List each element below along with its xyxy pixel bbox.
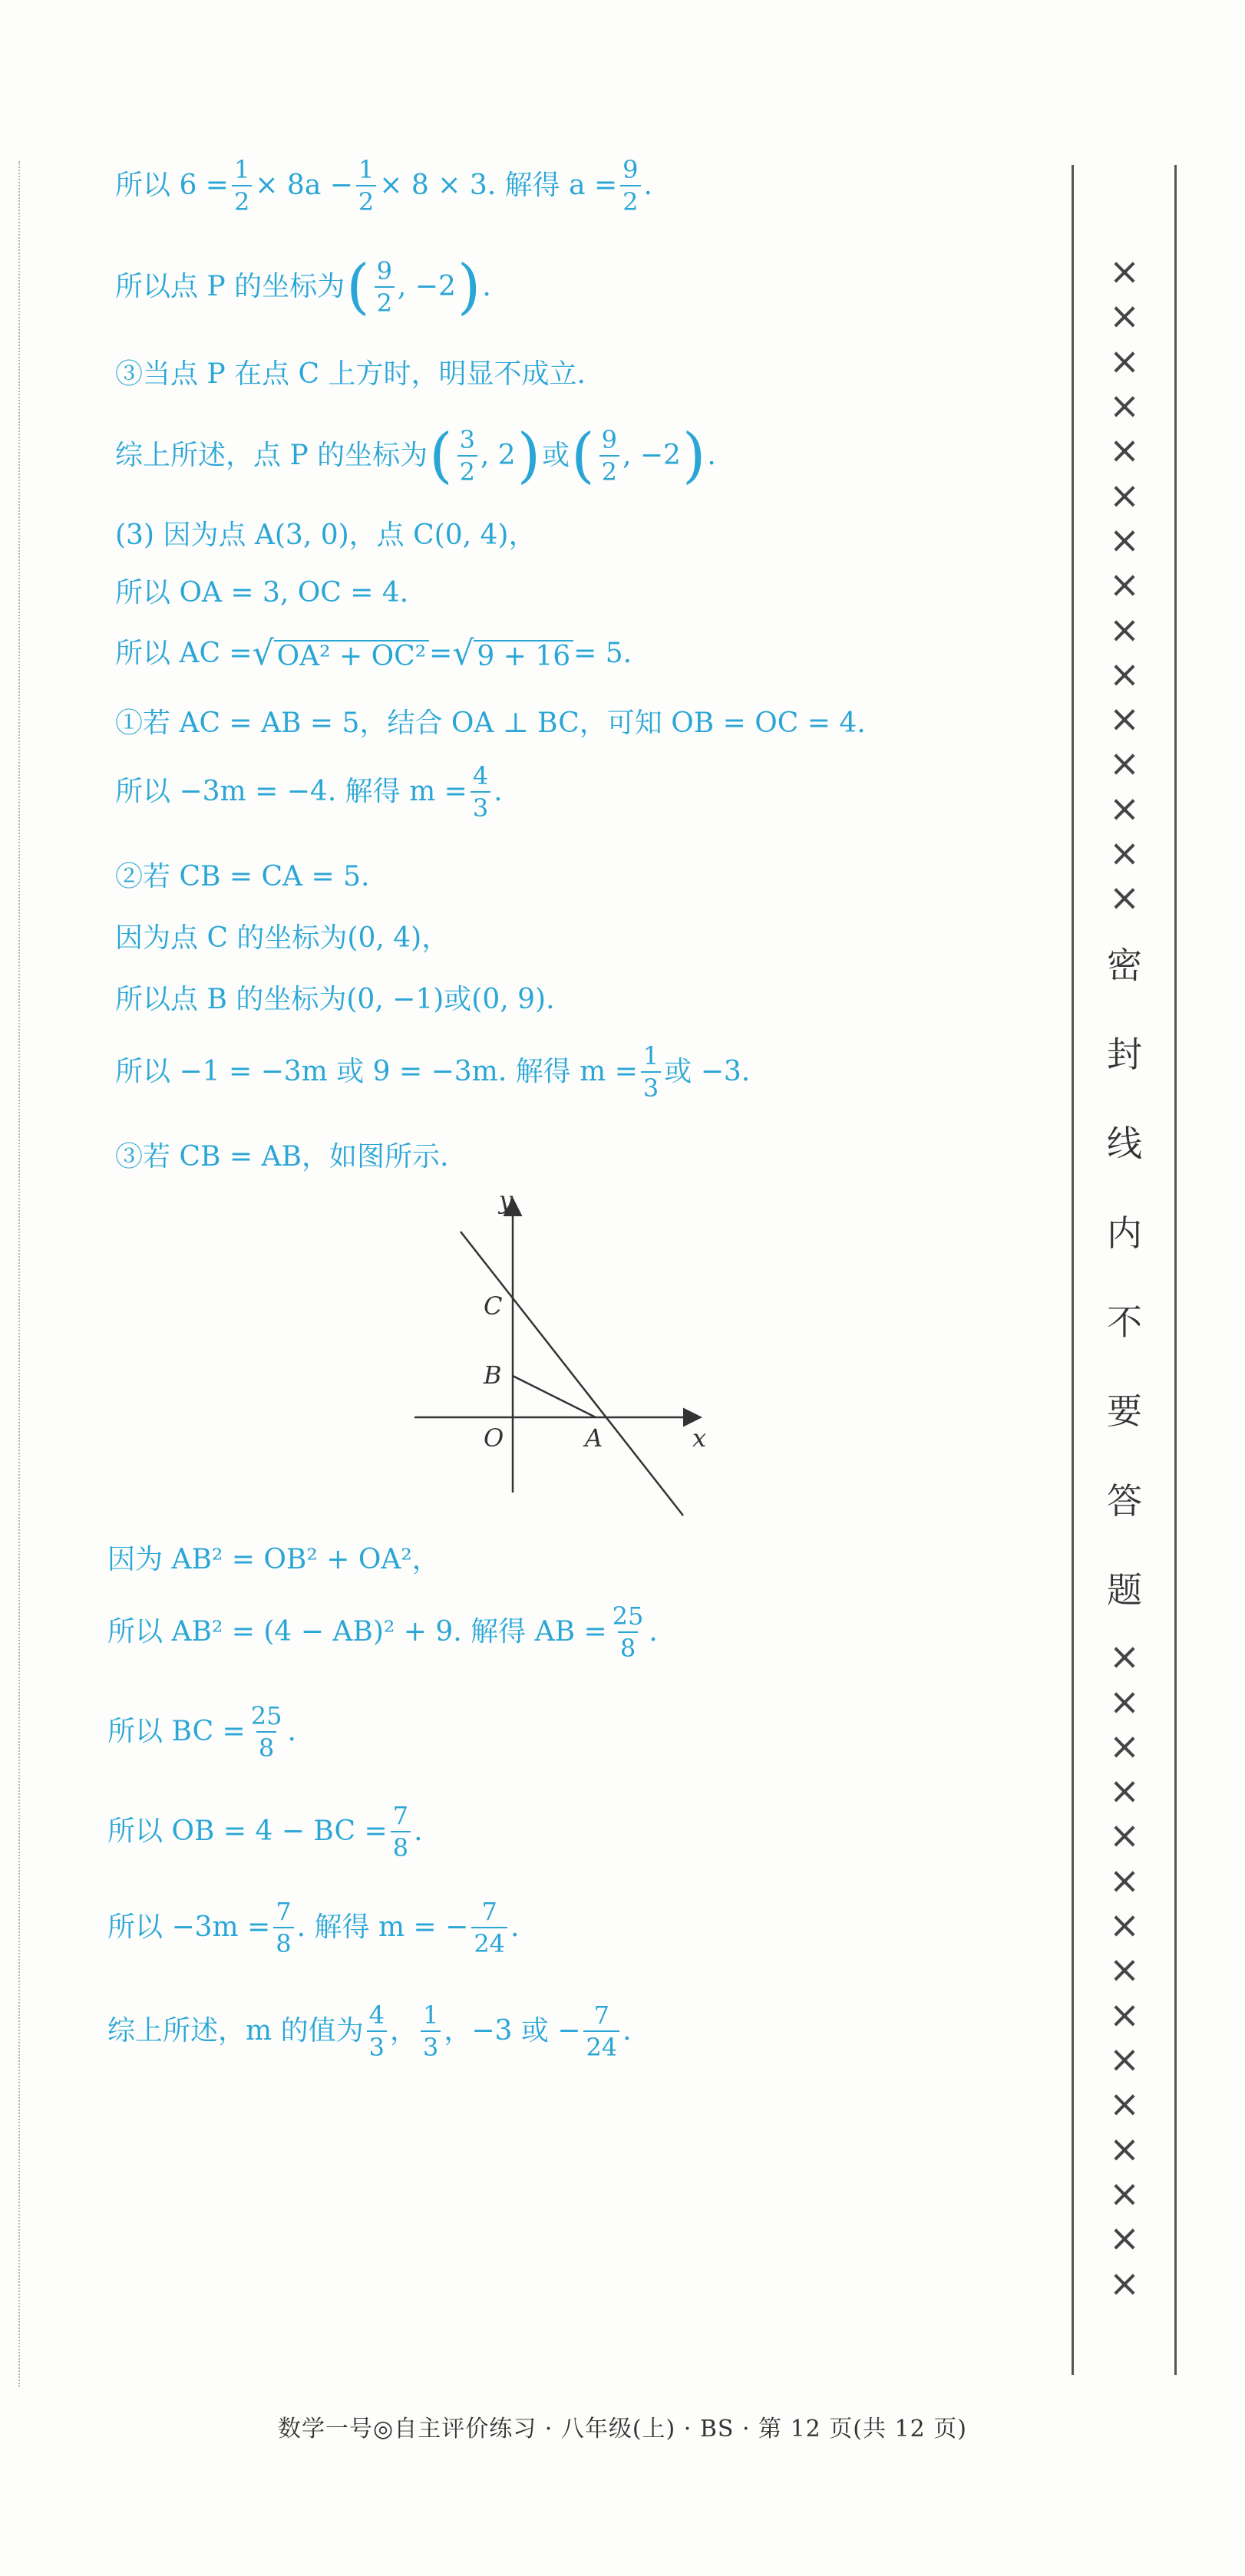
solution-line-1 xyxy=(115,157,652,214)
solution-line-8: ①若 AC = AB = 5，结合 OA ⊥ BC，可知 OB = OC = 4. xyxy=(115,707,866,739)
text: × 8a − xyxy=(255,170,353,201)
fraction xyxy=(641,1041,661,1103)
text: 所以点 P 的坐标为 xyxy=(115,271,345,302)
fraction xyxy=(471,761,490,823)
seal-mark: × xyxy=(1108,832,1141,876)
seal-char: 要 xyxy=(1107,1390,1142,1433)
close-paren: ) xyxy=(682,421,706,490)
numerator: 9 xyxy=(622,155,639,184)
text: . xyxy=(707,440,716,471)
text: ， xyxy=(389,2015,418,2047)
text: 所以 −3m = −4. 解得 m = xyxy=(115,776,467,807)
solution-line-12: 所以点 B 的坐标为(0, −1)或(0, 9). xyxy=(115,984,555,1015)
fraction xyxy=(421,2000,441,2062)
solution-line-2 xyxy=(115,252,491,322)
denominator: 3 xyxy=(641,1071,661,1100)
close-paren: ) xyxy=(517,421,541,490)
text: . xyxy=(482,271,491,302)
page-footer: 数学一号◎自主评价练习 · 八年级(上) · BS · 第 12 页(共 12 页) xyxy=(278,2416,967,2442)
text: , −2 xyxy=(397,271,456,302)
numerator: 25 xyxy=(250,1701,282,1730)
seal-mark: × xyxy=(1108,2038,1141,2081)
seal-mark: × xyxy=(1108,742,1141,786)
radical-sign: √ xyxy=(452,634,474,673)
radicand: 9 + 16 xyxy=(474,640,573,671)
seal-mark: × xyxy=(1108,250,1141,293)
denominator: 2 xyxy=(599,455,619,484)
seal-char: 封 xyxy=(1107,1034,1142,1075)
text: . xyxy=(414,1816,423,1847)
solution-line-10: ②若 CB = CA = 5. xyxy=(115,861,370,892)
denominator: 8 xyxy=(391,1831,411,1860)
solution-line-14: ③若 CB = AB，如图所示. xyxy=(115,1141,449,1173)
text: 或 xyxy=(542,440,570,471)
label-b: B xyxy=(484,1361,502,1390)
fraction xyxy=(356,157,376,214)
text: , −2 xyxy=(622,440,681,471)
label-x: x xyxy=(692,1423,707,1453)
text: 综上所述，点 P 的坐标为 xyxy=(115,440,428,471)
text: 所以 −1 = −3m 或 9 = −3m. 解得 m = xyxy=(115,1056,638,1087)
label-y: y xyxy=(499,1186,514,1215)
seal-mark: × xyxy=(1108,1904,1141,1948)
seal-mark: × xyxy=(1108,518,1141,562)
text: , 2 xyxy=(480,440,516,471)
seal-mark: × xyxy=(1108,563,1141,607)
seal-mark: × xyxy=(1108,295,1141,338)
seal-mark: × xyxy=(1108,1724,1141,1768)
seal-char: 密 xyxy=(1107,944,1142,986)
text: 所以 6 = xyxy=(115,170,229,201)
numerator: 7 xyxy=(276,1897,292,1926)
solution-line-16 xyxy=(107,1601,658,1663)
text: . xyxy=(649,1616,658,1648)
open-paren: ( xyxy=(429,421,453,490)
segment-ba xyxy=(513,1376,596,1417)
solution-line-15: 因为 AB² = OB² + OA²， xyxy=(107,1544,440,1575)
text: . xyxy=(643,170,652,201)
numerator: 4 xyxy=(472,761,489,790)
label-c: C xyxy=(484,1291,503,1321)
fraction xyxy=(471,1899,507,1956)
seal-mark: × xyxy=(1108,652,1141,696)
text: ，−3 或 − xyxy=(444,2015,581,2047)
close-paren: ) xyxy=(457,252,481,322)
seal-column xyxy=(1090,250,1159,2305)
seal-char: 题 xyxy=(1107,1568,1142,1611)
seal-border-right xyxy=(1174,165,1177,2375)
text: 所以 BC = xyxy=(107,1716,246,1747)
text: × 8 × 3. 解得 a = xyxy=(379,170,618,201)
seal-border-left xyxy=(1072,165,1074,2375)
seal-mark: × xyxy=(1108,1993,1141,2037)
text: 所以 −3m = xyxy=(107,1911,271,1943)
solution-line-6: 所以 OA = 3, OC = 4. xyxy=(115,577,409,609)
solution-line-5: (3) 因为点 A(3, 0)，点 C(0, 4)， xyxy=(115,519,537,551)
numerator: 1 xyxy=(642,1041,659,1070)
fraction xyxy=(583,2000,619,2062)
seal-char: 不 xyxy=(1107,1301,1142,1343)
denominator: 8 xyxy=(273,1927,293,1956)
seal-mark: × xyxy=(1108,1680,1141,1723)
numerator: 7 xyxy=(392,1801,409,1830)
seal-mark: × xyxy=(1108,1948,1141,1992)
denominator: 24 xyxy=(471,1927,507,1956)
fraction xyxy=(599,425,619,487)
seal-mark: × xyxy=(1108,698,1141,741)
solution-line-7 xyxy=(115,634,632,673)
denominator: 2 xyxy=(620,185,640,214)
seal-mark: × xyxy=(1108,2261,1141,2305)
radical-sign: √ xyxy=(252,634,274,673)
seal-mark: × xyxy=(1108,2083,1141,2126)
fraction xyxy=(391,1803,411,1860)
text: 或 −3. xyxy=(664,1056,751,1087)
text: . 解得 m = − xyxy=(296,1911,469,1943)
denominator: 24 xyxy=(583,2030,619,2060)
label-o: O xyxy=(484,1423,504,1453)
seal-mark: × xyxy=(1108,876,1141,920)
seal-mark: × xyxy=(1108,2127,1141,2171)
text: 所以 OB = 4 − BC = xyxy=(107,1816,388,1847)
fraction xyxy=(375,256,395,318)
seal-mark: × xyxy=(1108,339,1141,383)
denominator: 3 xyxy=(367,2030,387,2060)
denominator: 8 xyxy=(256,1731,276,1760)
denominator: 2 xyxy=(232,185,252,214)
numerator: 25 xyxy=(612,1601,644,1631)
solution-line-13 xyxy=(115,1041,751,1103)
fraction xyxy=(457,425,477,487)
coordinate-figure xyxy=(414,1186,752,1523)
seal-mark: × xyxy=(1108,608,1141,651)
label-a: A xyxy=(585,1423,603,1453)
seal-mark: × xyxy=(1108,2172,1141,2215)
seal-char: 答 xyxy=(1107,1479,1142,1522)
solution-line-9 xyxy=(115,761,503,823)
denominator: 3 xyxy=(421,2030,441,2060)
seal-mark: × xyxy=(1108,473,1141,517)
text: = 5. xyxy=(573,638,632,669)
fraction xyxy=(273,1899,293,1956)
open-paren: ( xyxy=(346,252,370,322)
solution-line-4 xyxy=(115,421,716,490)
seal-mark: × xyxy=(1108,1635,1141,1679)
solution-line-18 xyxy=(107,1803,423,1860)
left-dotted-border xyxy=(18,161,20,2386)
text: 所以 AB² = (4 − AB)² + 9. 解得 AB = xyxy=(107,1616,607,1648)
seal-char: 线 xyxy=(1107,1123,1142,1165)
solution-line-19 xyxy=(107,1899,519,1956)
numerator: 1 xyxy=(358,155,375,184)
text: . xyxy=(622,2015,632,2047)
text: = xyxy=(429,638,453,669)
fraction xyxy=(610,1601,646,1663)
text: . xyxy=(510,1911,520,1943)
denominator: 8 xyxy=(618,1631,638,1661)
seal-mark: × xyxy=(1108,787,1141,830)
open-paren: ( xyxy=(571,421,595,490)
seal-mark: × xyxy=(1108,429,1141,473)
seal-mark: × xyxy=(1108,1814,1141,1858)
radicand: OA² + OC² xyxy=(274,640,429,671)
text: 所以 AC = xyxy=(115,638,253,669)
denominator: 2 xyxy=(375,286,395,315)
seal-mark: × xyxy=(1108,384,1141,427)
solution-line-3: ③当点 P 在点 C 上方时，明显不成立. xyxy=(115,358,586,390)
seal-mark: × xyxy=(1108,1859,1141,1902)
numerator: 1 xyxy=(233,155,250,184)
denominator: 3 xyxy=(471,791,490,820)
fraction xyxy=(249,1701,285,1763)
solution-line-20 xyxy=(107,2000,632,2062)
fraction xyxy=(620,157,640,214)
numerator: 3 xyxy=(459,425,475,454)
text: . xyxy=(287,1716,296,1747)
solution-line-11: 因为点 C 的坐标为(0, 4)， xyxy=(115,922,450,954)
denominator: 2 xyxy=(356,185,376,214)
solution-line-17 xyxy=(107,1701,296,1763)
numerator: 1 xyxy=(422,2000,439,2030)
numerator: 7 xyxy=(481,1897,497,1926)
numerator: 9 xyxy=(376,256,392,285)
numerator: 9 xyxy=(601,425,617,454)
text: . xyxy=(494,776,503,807)
denominator: 2 xyxy=(457,455,477,484)
text: 综上所述，m 的值为 xyxy=(107,2015,364,2047)
square-root xyxy=(452,634,573,673)
fraction xyxy=(232,157,252,214)
fraction xyxy=(367,2000,387,2062)
seal-mark: × xyxy=(1108,2217,1141,2261)
seal-mark: × xyxy=(1108,1770,1141,1813)
numerator: 7 xyxy=(593,2000,609,2030)
seal-char: 内 xyxy=(1107,1212,1142,1254)
numerator: 4 xyxy=(368,2000,385,2030)
square-root xyxy=(252,634,430,673)
